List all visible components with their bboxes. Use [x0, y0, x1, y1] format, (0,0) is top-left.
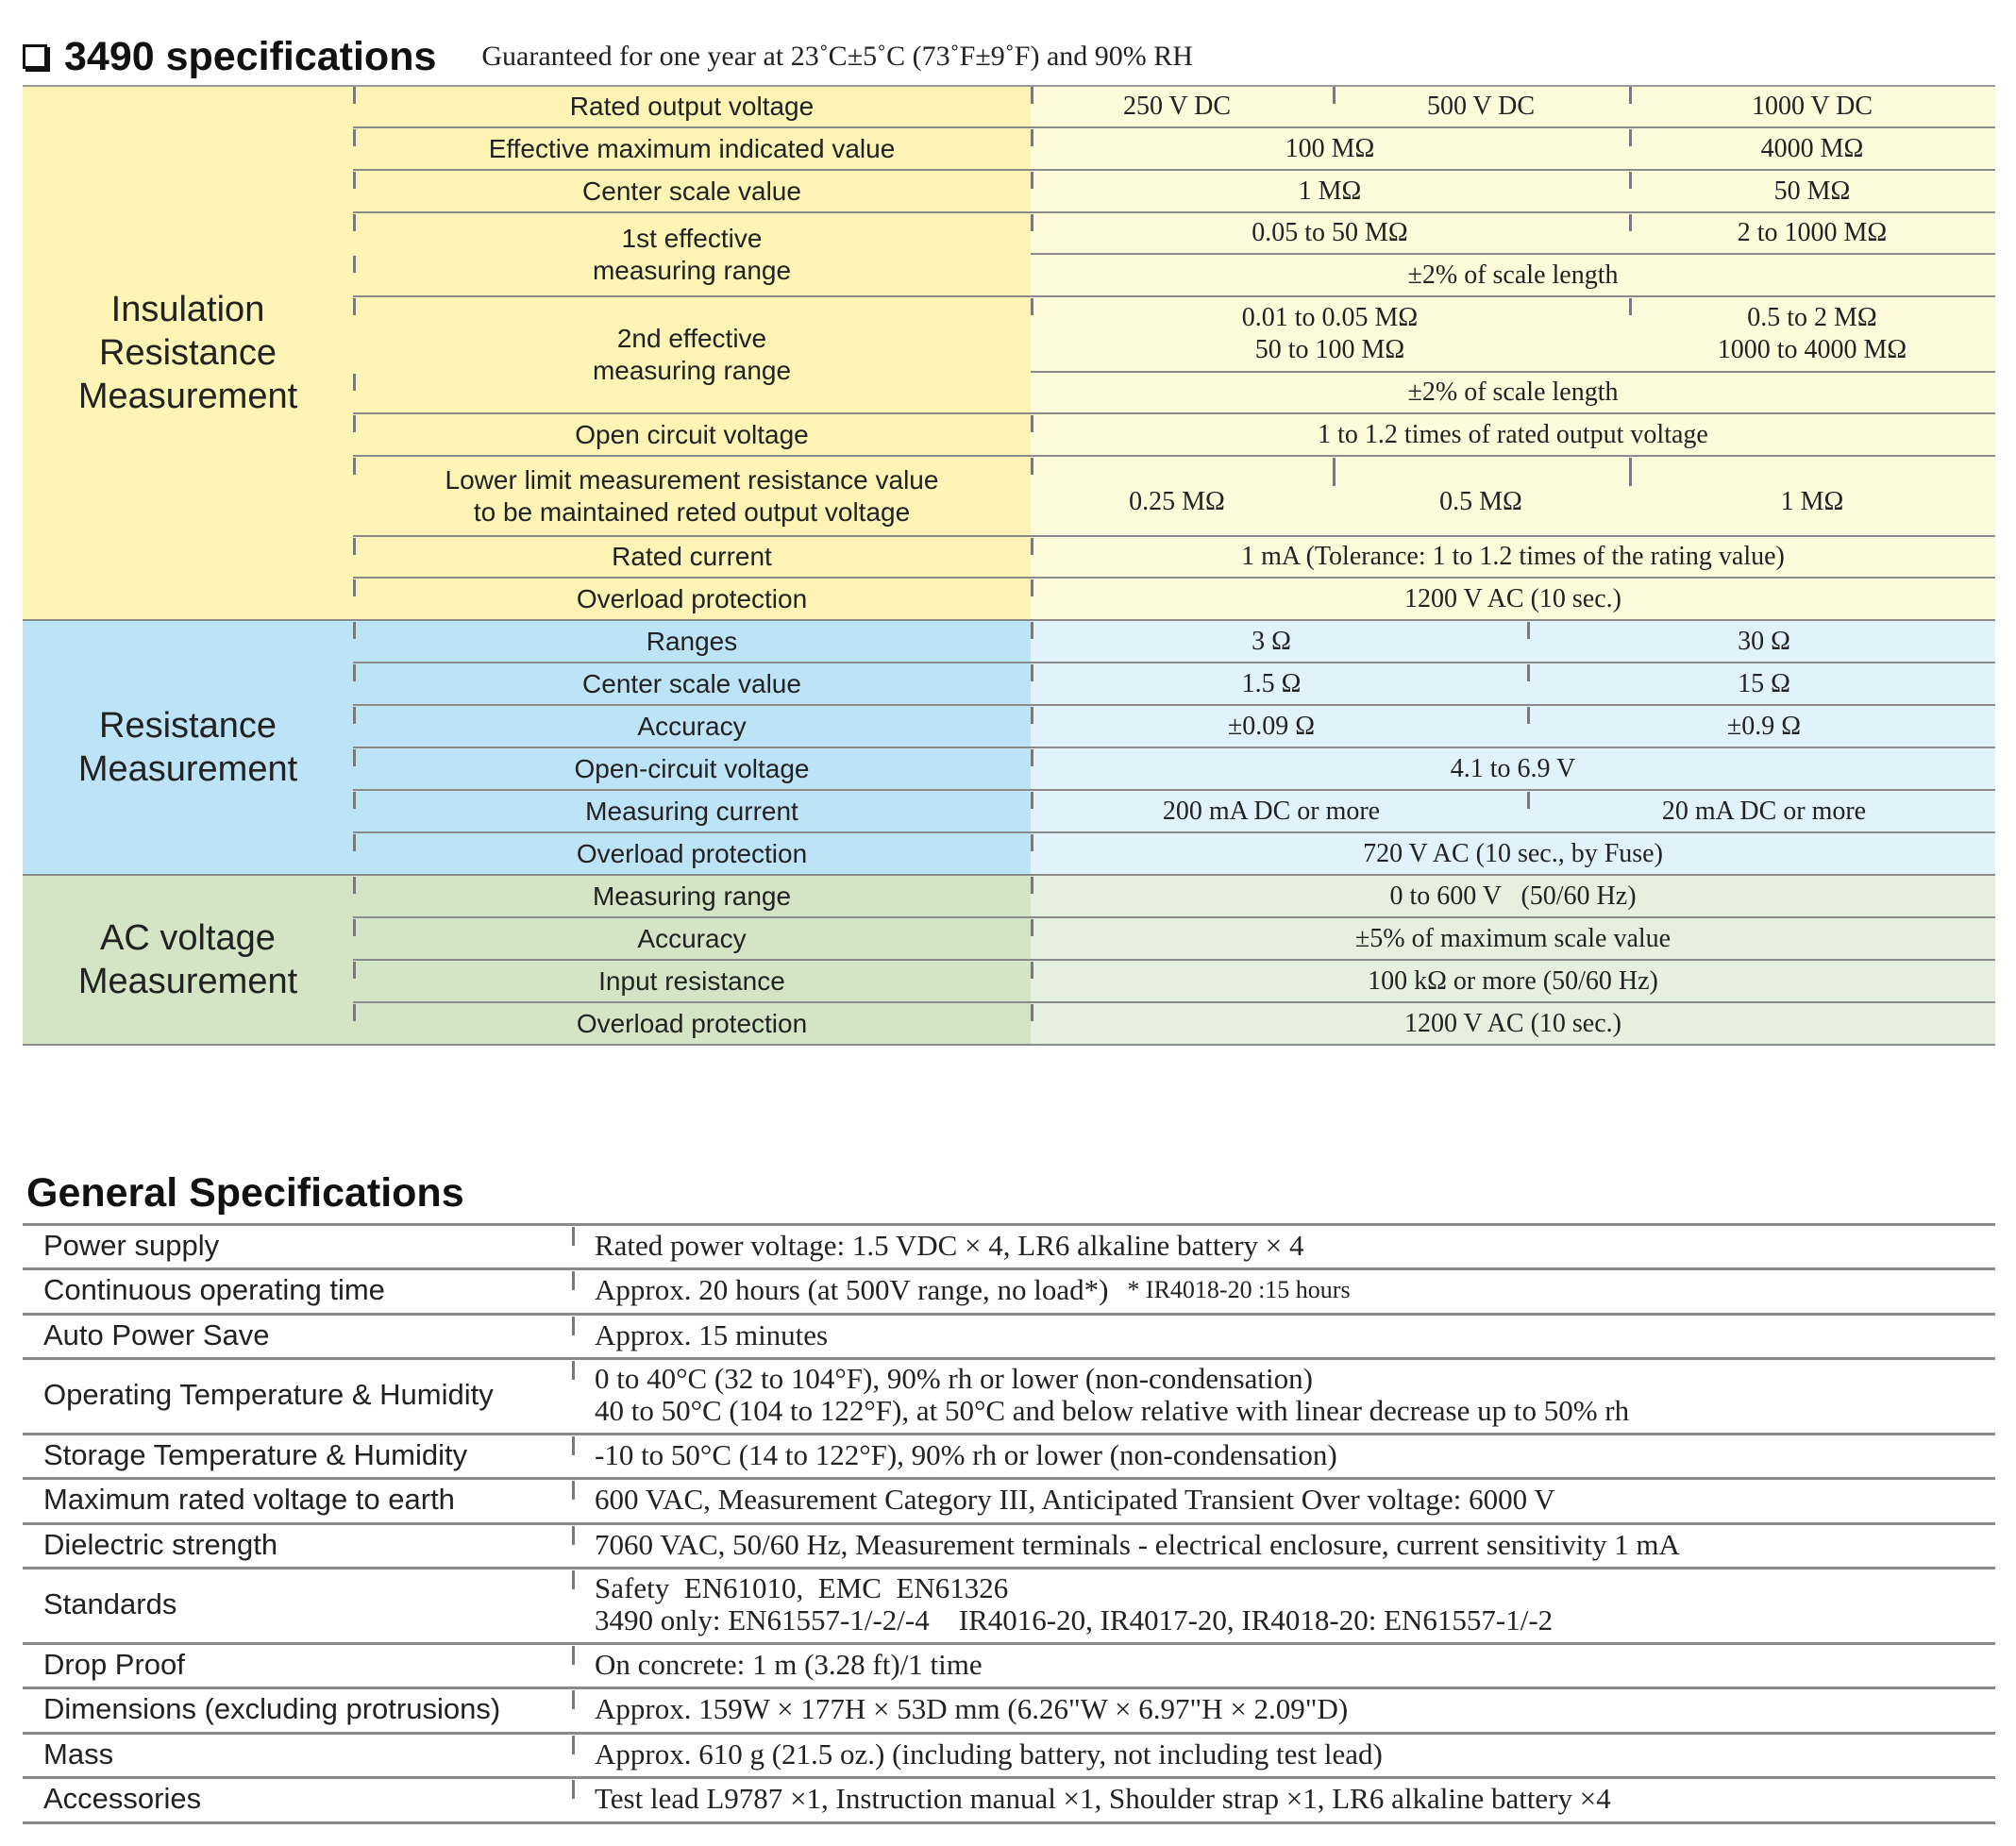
row-divider: [353, 211, 1995, 213]
column-tick: [1629, 458, 1632, 486]
column-tick: [1527, 792, 1530, 809]
column-tick: [572, 1646, 575, 1665]
column-tick: [1031, 664, 1033, 681]
value-lower-limit-500: 0.5 MΩ: [1439, 486, 1522, 516]
column-tick: [353, 374, 356, 391]
column-tick: [1629, 129, 1632, 146]
value-standards: [595, 1567, 1553, 1642]
row-divider: [353, 789, 1995, 791]
value-effective-max-low: 100 MΩ: [1285, 133, 1375, 163]
row-divider: [1031, 371, 1995, 373]
column-tick: [572, 1736, 575, 1754]
column-tick: [353, 834, 356, 851]
value-line-1: Safety EN61010, EMC EN61326: [595, 1571, 1009, 1604]
value-power-supply: Rated power voltage: 1.5 VDC × 4, LR6 alkaline battery × 4: [595, 1228, 1304, 1262]
param-insulation-overload: Overload protection: [576, 583, 808, 613]
row-divider: [353, 959, 1995, 961]
param-open-circuit-voltage: Open circuit voltage: [575, 419, 809, 449]
param-rated-current: Rated current: [612, 542, 772, 571]
column-tick: [1629, 172, 1632, 189]
value-max-rated-voltage: 600 VAC, Measurement Category III, Anticipated Transient Over voltage: 6000 V: [595, 1483, 1555, 1516]
row-divider: [353, 455, 1995, 457]
value-range-3ohm: 3 Ω: [1252, 626, 1291, 656]
column-tick: [353, 749, 356, 766]
column-tick: [1031, 579, 1033, 596]
column-tick: [1031, 749, 1033, 766]
general-specifications-title: General Specifications: [26, 1170, 464, 1216]
resistance-section-label: Resistance Measurement: [77, 706, 298, 789]
value-250vdc: 250 V DC: [1122, 91, 1232, 121]
column-tick: [1031, 919, 1033, 936]
value-res-center-scale-low: 1.5 Ω: [1241, 668, 1302, 698]
row-divider: [353, 126, 1995, 128]
label-dimensions: Dimensions (excluding protrusions): [43, 1692, 501, 1725]
column-tick: [353, 538, 356, 555]
value-accessories: Test lead L9787 ×1, Instruction manual ×1, Shoulder strap ×1, LR6 alkaline battery ×4: [595, 1782, 1611, 1815]
value-ac-overload: 1200 V AC (10 sec.): [1404, 1008, 1621, 1038]
column-tick: [1031, 458, 1033, 475]
param-res-accuracy: Accuracy: [637, 711, 747, 741]
value-res-accuracy-high: ±0.9 Ω: [1726, 711, 1802, 741]
section-divider: [23, 619, 1995, 621]
value-first-range-low: 0.05 to 50 MΩ: [1252, 218, 1408, 247]
row-divider: [353, 916, 1995, 918]
column-tick: [1031, 172, 1033, 189]
row-divider: [353, 295, 1995, 297]
column-tick: [572, 1271, 575, 1290]
column-tick: [572, 1481, 575, 1500]
table-bottom-line: [23, 1821, 1995, 1824]
value-insulation-overload: 1200 V AC (10 sec.): [1404, 583, 1621, 613]
column-tick: [572, 1570, 575, 1589]
column-tick: [1629, 298, 1632, 315]
param-second-range: 2nd effective measuring range: [592, 324, 792, 385]
column-tick: [572, 1526, 575, 1545]
column-tick: [353, 622, 356, 639]
value-measuring-current-low: 200 mA DC or more: [1162, 796, 1381, 826]
section-divider: [23, 874, 1995, 876]
column-tick: [353, 172, 356, 189]
value-measuring-current-high: 20 mA DC or more: [1661, 796, 1867, 826]
column-tick: [1031, 962, 1033, 979]
column-tick: [353, 298, 356, 315]
footnote: * IR4018-20 :15 hours: [1127, 1276, 1351, 1303]
column-tick: [1031, 1004, 1033, 1021]
column-tick: [572, 1317, 575, 1335]
value-text: Approx. 20 hours (at 500V range, no load*): [595, 1273, 1109, 1306]
param-res-open-circuit: Open-circuit voltage: [574, 753, 810, 783]
column-tick: [1031, 877, 1033, 894]
value-range-30ohm: 30 Ω: [1738, 626, 1790, 656]
value-center-scale-high: 50 MΩ: [1773, 176, 1851, 206]
column-tick: [1031, 129, 1033, 146]
row-divider: [353, 169, 1995, 171]
column-tick: [353, 792, 356, 809]
param-ac-measuring-range: Measuring range: [592, 881, 792, 911]
row-divider: [353, 831, 1995, 833]
page-subtitle: Guaranteed for one year at 23˚C±5˚C (73˚F±9˚F) and 90% RH: [481, 41, 1193, 72]
value-res-accuracy-low: ±0.09 Ω: [1227, 711, 1316, 741]
column-tick: [1333, 87, 1336, 104]
label-max-rated-voltage: Maximum rated voltage to earth: [43, 1483, 455, 1516]
checkbox-bullet-icon: [23, 44, 47, 69]
value-ac-measuring-range: 0 to 600 V (50/60 Hz): [1389, 881, 1637, 911]
value-first-range-high: 2 to 1000 MΩ: [1737, 218, 1888, 247]
row-divider: [353, 577, 1995, 579]
column-tick: [353, 415, 356, 432]
column-tick: [1527, 707, 1530, 724]
value-effective-max-high: 4000 MΩ: [1760, 133, 1864, 163]
label-accessories: Accessories: [43, 1782, 202, 1815]
label-drop-proof: Drop Proof: [43, 1647, 185, 1681]
value-continuous-operating-time: [595, 1267, 1351, 1313]
label-auto-power-save: Auto Power Save: [43, 1317, 270, 1351]
row-divider: [353, 662, 1995, 663]
value-ac-input-resistance: 100 kΩ or more (50/60 Hz): [1368, 965, 1658, 996]
value-drop-proof: On concrete: 1 m (3.28 ft)/1 time: [595, 1647, 983, 1681]
value-dielectric-strength: 7060 VAC, 50/60 Hz, Measurement terminals - electrical enclosure, current sensitivity 1 mA: [595, 1527, 1680, 1561]
column-tick: [353, 579, 356, 596]
value-storage-temperature: -10 to 50°C (14 to 122°F), 90% rh or lower (non-condensation): [595, 1437, 1337, 1471]
column-tick: [1031, 87, 1033, 104]
value-second-range-accuracy: ±2% of scale length: [1407, 378, 1619, 407]
label-storage-temperature: Storage Temperature & Humidity: [43, 1437, 468, 1471]
value-res-center-scale-high: 15 Ω: [1738, 668, 1790, 698]
param-res-overload: Overload protection: [576, 838, 808, 868]
value-first-range-accuracy: ±2% of scale length: [1407, 260, 1619, 290]
spec-header: [23, 28, 1193, 85]
page-title: 3490 specifications: [64, 33, 437, 79]
column-tick: [572, 1436, 575, 1455]
column-tick: [1031, 415, 1033, 432]
column-tick: [353, 919, 356, 936]
column-tick: [1031, 834, 1033, 851]
value-dimensions: Approx. 159W × 177H × 53D mm (6.26"W × 6.97"H × 2.09"D): [595, 1692, 1349, 1725]
column-tick: [1031, 622, 1033, 639]
row-divider: [353, 747, 1995, 748]
value-500vdc: 500 V DC: [1426, 91, 1536, 121]
column-tick: [353, 962, 356, 979]
param-first-range: 1st effective measuring range: [592, 223, 792, 285]
column-tick: [1031, 538, 1033, 555]
value-operating-temperature: [595, 1357, 1629, 1433]
param-res-center-scale: Center scale value: [582, 668, 801, 698]
column-tick: [1629, 214, 1632, 231]
column-tick: [353, 129, 356, 146]
param-ranges: Ranges: [646, 626, 738, 656]
row-divider: [353, 1001, 1995, 1003]
row-divider: [23, 1313, 1995, 1316]
column-tick: [353, 877, 356, 894]
ac-section-label: AC voltage Measurement: [77, 918, 298, 1001]
param-ac-input-resistance: Input resistance: [598, 965, 785, 996]
value-second-range-low: 0.01 to 0.05 MΩ 50 to 100 MΩ: [1241, 303, 1419, 364]
value-line-2: 40 to 50°C (104 to 122°F), at 50°C and below relative with linear decrease up to 50% rh: [595, 1394, 1630, 1427]
value-mass: Approx. 610 g (21.5 oz.) (including battery, not including test lead): [595, 1737, 1383, 1770]
value-line-2: 3490 only: EN61557-1/-2/-4 IR4016-20, IR4017-20, IR4018-20: EN61557-1/-2: [595, 1603, 1554, 1636]
column-tick: [353, 256, 356, 273]
value-line-1: 0 to 40°C (32 to 104°F), 90% rh or lower (non-condensation): [595, 1362, 1313, 1395]
column-tick: [353, 664, 356, 681]
label-mass: Mass: [43, 1737, 114, 1770]
value-res-overload: 720 V AC (10 sec., by Fuse): [1363, 838, 1663, 868]
column-tick: [353, 707, 356, 724]
label-dielectric-strength: Dielectric strength: [43, 1527, 278, 1561]
value-rated-current: 1 mA (Tolerance: 1 to 1.2 times of the rating value): [1241, 542, 1785, 571]
row-divider: [1031, 253, 1995, 255]
column-tick: [1527, 622, 1530, 639]
column-tick: [1333, 458, 1336, 486]
param-ac-overload: Overload protection: [576, 1008, 808, 1038]
param-rated-output-voltage: Rated output voltage: [569, 91, 815, 121]
value-lower-limit-1000: 1 MΩ: [1780, 486, 1844, 516]
value-ac-accuracy: ±5% of maximum scale value: [1354, 923, 1672, 953]
param-lower-limit: Lower limit measurement resistance value to be maintained reted output voltage: [445, 464, 939, 527]
label-power-supply: Power supply: [43, 1228, 220, 1262]
param-effective-max: Effective maximum indicated value: [488, 133, 896, 163]
column-tick: [353, 87, 356, 104]
row-divider: [23, 1642, 1995, 1645]
column-tick: [572, 1227, 575, 1246]
column-tick: [353, 214, 356, 231]
column-tick: [353, 1004, 356, 1021]
table-bottom-line: [23, 1044, 1995, 1046]
column-tick: [1031, 214, 1033, 231]
param-measuring-current: Measuring current: [585, 796, 798, 826]
column-tick: [1031, 298, 1033, 315]
column-tick: [353, 458, 356, 475]
value-center-scale-low: 1 MΩ: [1298, 176, 1362, 206]
value-res-open-circuit: 4.1 to 6.9 V: [1450, 753, 1576, 783]
column-tick: [1031, 707, 1033, 724]
column-tick: [572, 1361, 575, 1380]
value-auto-power-save: Approx. 15 minutes: [595, 1317, 829, 1351]
param-center-scale: Center scale value: [582, 176, 801, 206]
label-standards: Standards: [43, 1587, 177, 1620]
row-divider: [353, 535, 1995, 537]
column-tick: [572, 1690, 575, 1709]
value-second-range-high: 0.5 to 2 MΩ 1000 to 4000 MΩ: [1717, 303, 1907, 364]
value-lower-limit-250: 0.25 MΩ: [1129, 486, 1225, 516]
column-tick: [1629, 87, 1632, 104]
table-top-line: [23, 85, 1995, 87]
column-tick: [1527, 664, 1530, 681]
label-operating-temperature: Operating Temperature & Humidity: [43, 1378, 494, 1411]
value-open-circuit-voltage: 1 to 1.2 times of rated output voltage: [1318, 419, 1708, 449]
param-ac-accuracy: Accuracy: [637, 923, 747, 953]
insulation-section-label: Insulation Resistance Measurement: [77, 289, 298, 416]
value-1000vdc: 1000 V DC: [1751, 91, 1873, 121]
row-divider: [353, 704, 1995, 706]
label-continuous-operating-time: Continuous operating time: [43, 1273, 385, 1306]
column-tick: [572, 1780, 575, 1799]
column-tick: [1031, 792, 1033, 809]
row-divider: [353, 412, 1995, 414]
